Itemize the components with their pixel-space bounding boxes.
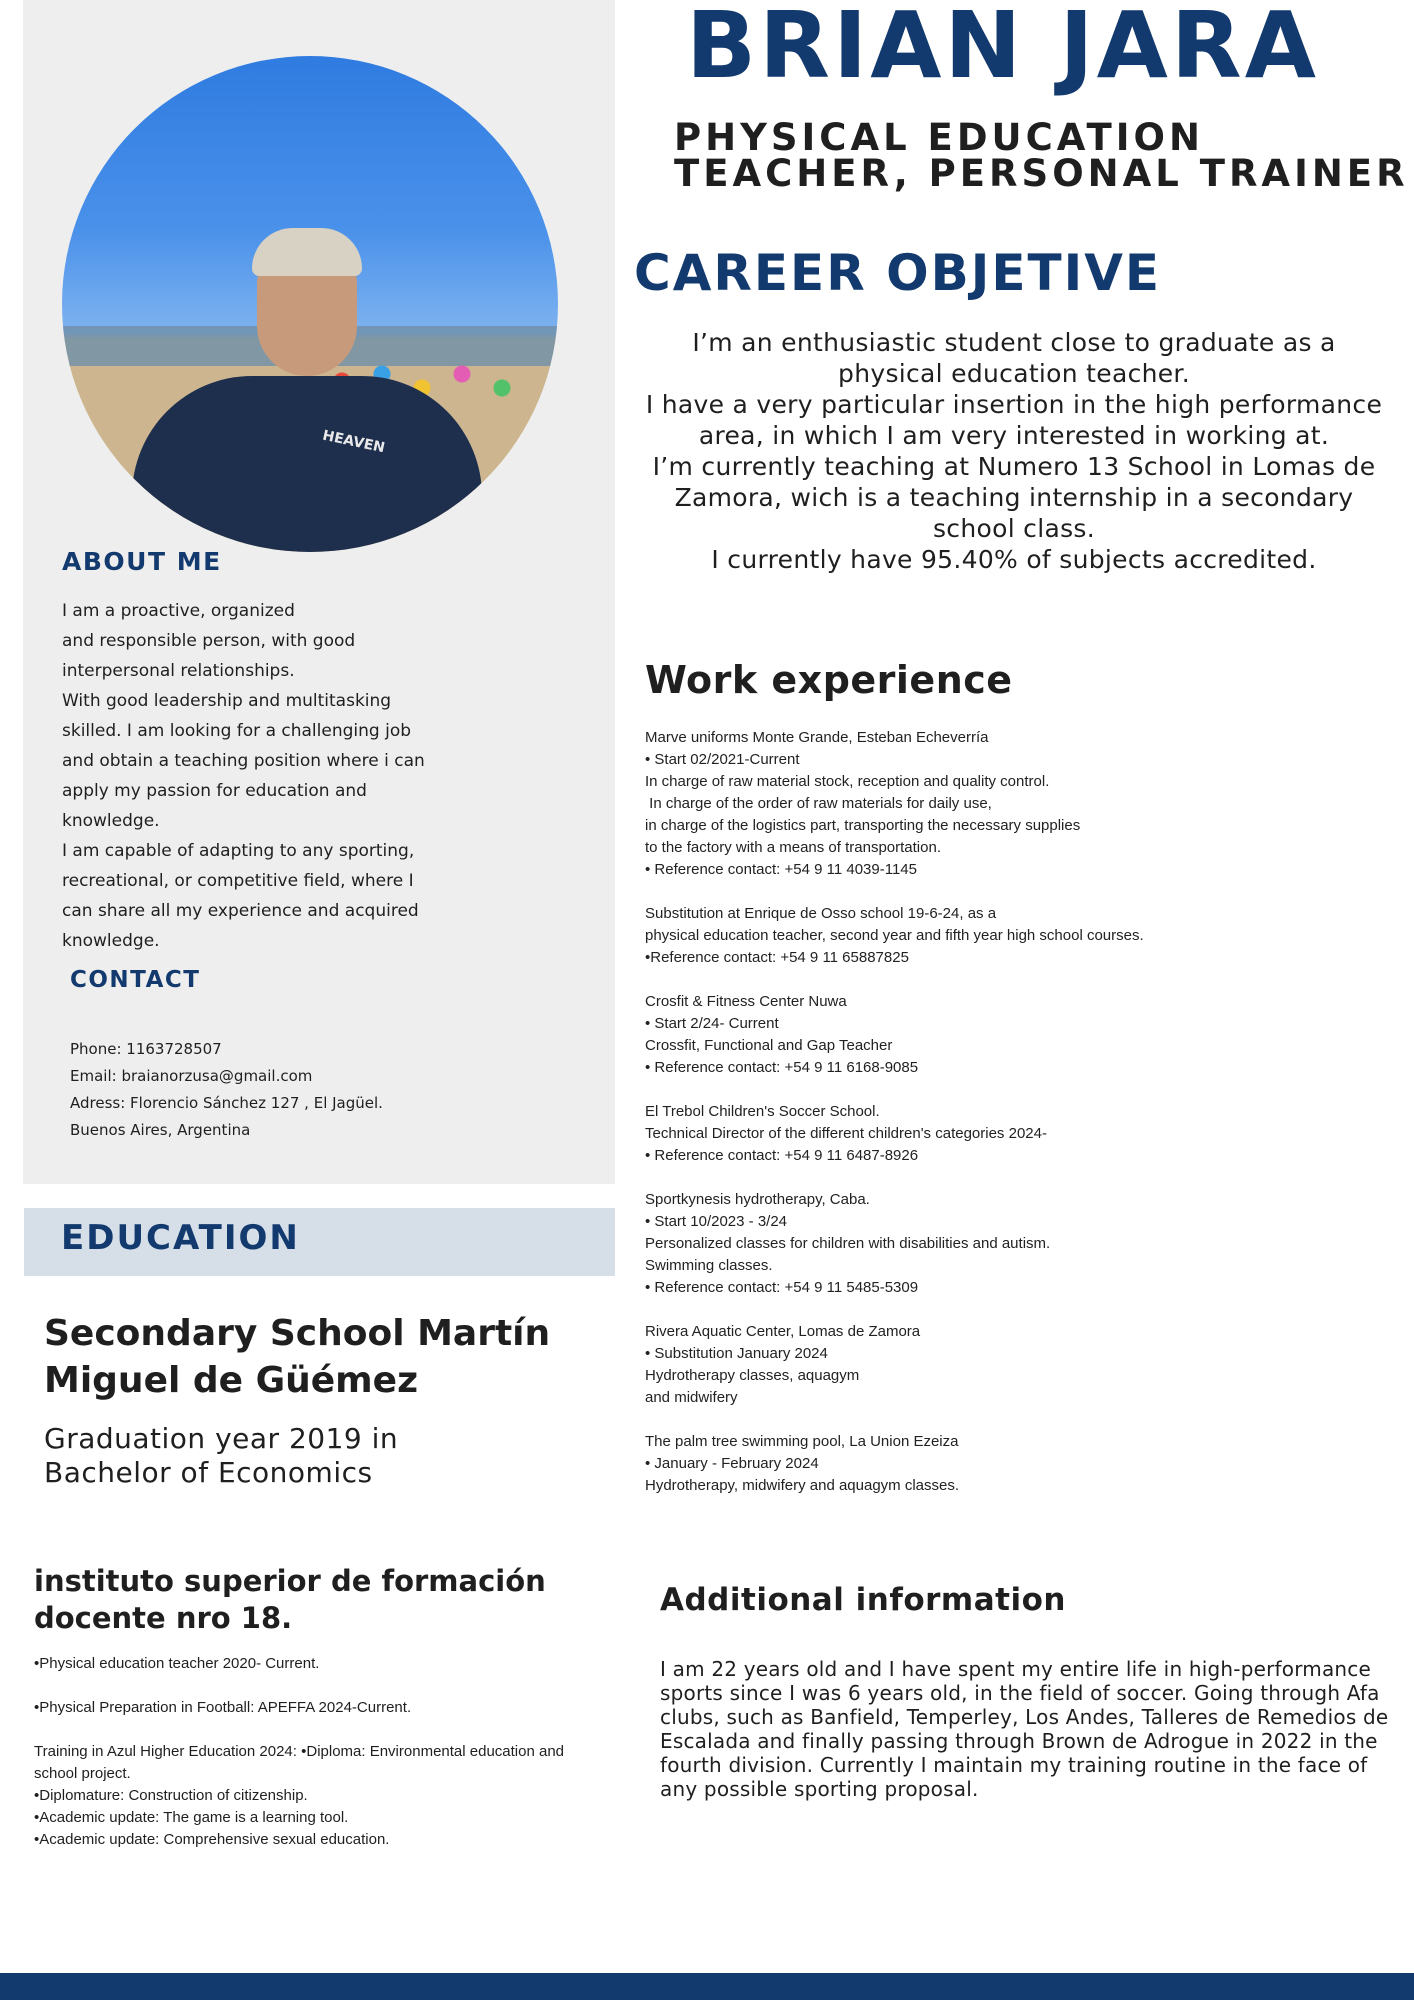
work-line: and midwifery	[645, 1389, 738, 1406]
work-line: In charge of the order of raw materials for daily use,	[645, 795, 992, 812]
about-line: knowledge.	[62, 811, 160, 831]
education-item: •Physical education teacher 2020- Current.	[34, 1655, 320, 1672]
education-item	[34, 1719, 614, 1741]
about-line: I am capable of adapting to any sporting,	[62, 841, 415, 861]
work-line: in charge of the logistics part, transporting the necessary supplies	[645, 817, 1081, 834]
contact-list	[70, 1036, 383, 1144]
photo-person-hair	[252, 228, 362, 276]
education-item: •Physical Preparation in Football: APEFFA 2024-Current.	[34, 1699, 412, 1716]
additional-info-heading: Additional information	[660, 1582, 1066, 1618]
photo-person-body	[132, 376, 482, 552]
about-line: I am a proactive, organized	[62, 601, 295, 621]
career-line: school class.	[932, 514, 1095, 543]
work-line: Hydrotherapy, midwifery and aquagym classes.	[645, 1477, 960, 1494]
work-line: Crosfit & Fitness Center Nuwa	[645, 993, 847, 1010]
profile-photo	[62, 56, 558, 552]
about-line: can share all my experience and acquired	[62, 901, 419, 921]
person-name: BRIAN JARA	[686, 0, 1319, 99]
contact-city: Buenos Aires, Argentina	[70, 1121, 251, 1139]
education-item: •Academic update: The game is a learning tool.	[34, 1809, 349, 1826]
contact-heading: CONTACT	[70, 967, 201, 993]
work-line: Technical Director of the different children's categories 2024-	[645, 1125, 1047, 1142]
work-line: to the factory with a means of transportation.	[645, 839, 941, 856]
secondary-school-name: Secondary School Martín Miguel de Güémez	[44, 1313, 551, 1401]
work-line	[645, 1167, 1395, 1189]
graduation-info	[44, 1422, 604, 1490]
work-line: • Substitution January 2024	[645, 1345, 828, 1362]
about-me-text	[62, 596, 462, 956]
about-line: With good leadership and multitasking	[62, 691, 392, 711]
about-line: skilled. I am looking for a challenging job	[62, 721, 412, 741]
work-line: Substitution at Enrique de Osso school 19-6-24, as a	[645, 905, 997, 922]
photo-shirt-text: HEAVEN	[321, 427, 387, 457]
additional-info-text: I am 22 years old and I have spent my entire life in high-performance sports since I was 6 years old, in the field of soccer. Going through Afa clubs, such as Banfield, Temperley, Los Andes, Talleres de Remedios de Escalada and finally passing through Brown de Adrogue in 2022 in the fourth division. Currently I maintain my training routine in the face of any possible sporting proposal.	[660, 1657, 1389, 1801]
work-line: • Reference contact: +54 9 11 4039-1145	[645, 861, 917, 878]
career-line: I’m currently teaching at Numero 13 School in Lomas de	[652, 452, 1376, 481]
career-objective-text	[634, 327, 1394, 575]
education-item	[34, 1675, 614, 1697]
work-line: Sportkynesis hydrotherapy, Caba.	[645, 1191, 870, 1208]
contact-email: Email: braianorzusa@gmail.com	[70, 1067, 313, 1085]
career-line: physical education teacher.	[838, 359, 1190, 388]
work-line: • Start 2/24- Current	[645, 1015, 779, 1032]
work-line: Hydrotherapy classes, aquagym	[645, 1367, 860, 1384]
work-line: El Trebol Children's Soccer School.	[645, 1103, 880, 1120]
about-line: and responsible person, with good	[62, 631, 356, 651]
education-item: •Academic update: Comprehensive sexual education.	[34, 1831, 390, 1848]
career-line: I’m an enthusiastic student close to graduate as a	[692, 328, 1336, 357]
career-line: area, in which I am very interested in working at.	[698, 421, 1330, 450]
work-line: • Start 10/2023 - 3/24	[645, 1213, 788, 1230]
contact-address: Adress: Florencio Sánchez 127 , El Jagüel.	[70, 1094, 383, 1112]
education-item: school project.	[34, 1765, 131, 1782]
work-line	[645, 1299, 1395, 1321]
job-title-line: PHYSICAL EDUCATION	[674, 116, 1204, 159]
about-line: and obtain a teaching position where i can	[62, 751, 425, 771]
about-line: knowledge.	[62, 931, 160, 951]
job-title	[674, 116, 1409, 195]
work-line: The palm tree swimming pool, La Union Ezeiza	[645, 1433, 959, 1450]
education-heading: EDUCATION	[61, 1218, 300, 1258]
work-line: Crossfit, Functional and Gap Teacher	[645, 1037, 893, 1054]
education-items	[34, 1653, 614, 1851]
work-line: Personalized classes for children with disabilities and autism.	[645, 1235, 1051, 1252]
work-line: • Reference contact: +54 9 11 6487-8926	[645, 1147, 919, 1164]
work-line	[645, 969, 1395, 991]
work-line: •Reference contact: +54 9 11 65887825	[645, 949, 909, 966]
work-line: • Start 02/2021-Current	[645, 751, 800, 768]
career-line: I currently have 95.40% of subjects accredited.	[711, 545, 1317, 574]
work-line	[645, 1079, 1395, 1101]
education-item: Training in Azul Higher Education 2024: •Diploma: Environmental education and	[34, 1743, 565, 1760]
work-line: • Reference contact: +54 9 11 6168-9085	[645, 1059, 919, 1076]
graduation-line: Bachelor of Economics	[44, 1456, 373, 1489]
education-item: •Diplomature: Construction of citizenship.	[34, 1787, 308, 1804]
institute-name: instituto superior de formación docente nro 18.	[34, 1564, 546, 1635]
work-line: physical education teacher, second year and fifth year high school courses.	[645, 927, 1144, 944]
work-experience-heading: Work experience	[645, 658, 1013, 702]
career-line: Zamora, wich is a teaching internship in a secondary	[674, 483, 1354, 512]
work-experience-list	[645, 727, 1395, 1497]
footer-bar	[0, 1973, 1414, 2000]
work-line: Rivera Aquatic Center, Lomas de Zamora	[645, 1323, 921, 1340]
work-line	[645, 1409, 1395, 1431]
contact-phone: Phone: 1163728507	[70, 1040, 222, 1058]
about-me-heading: ABOUT ME	[62, 547, 222, 576]
work-line	[645, 881, 1395, 903]
work-line: Marve uniforms Monte Grande, Esteban Echeverría	[645, 729, 989, 746]
work-line: • Reference contact: +54 9 11 5485-5309	[645, 1279, 919, 1296]
job-title-line: TEACHER, PERSONAL TRAINER	[674, 152, 1409, 195]
work-line: In charge of raw material stock, reception and quality control.	[645, 773, 1050, 790]
about-line: recreational, or competitive field, where I	[62, 871, 414, 891]
career-line: I have a very particular insertion in the high performance	[645, 390, 1383, 419]
about-line: apply my passion for education and	[62, 781, 367, 801]
about-line: interpersonal relationships.	[62, 661, 295, 681]
career-objective-heading: CAREER OBJETIVE	[634, 244, 1162, 302]
graduation-line: Graduation year 2019 in	[44, 1422, 399, 1455]
work-line: Swimming classes.	[645, 1257, 773, 1274]
work-line: • January - February 2024	[645, 1455, 819, 1472]
